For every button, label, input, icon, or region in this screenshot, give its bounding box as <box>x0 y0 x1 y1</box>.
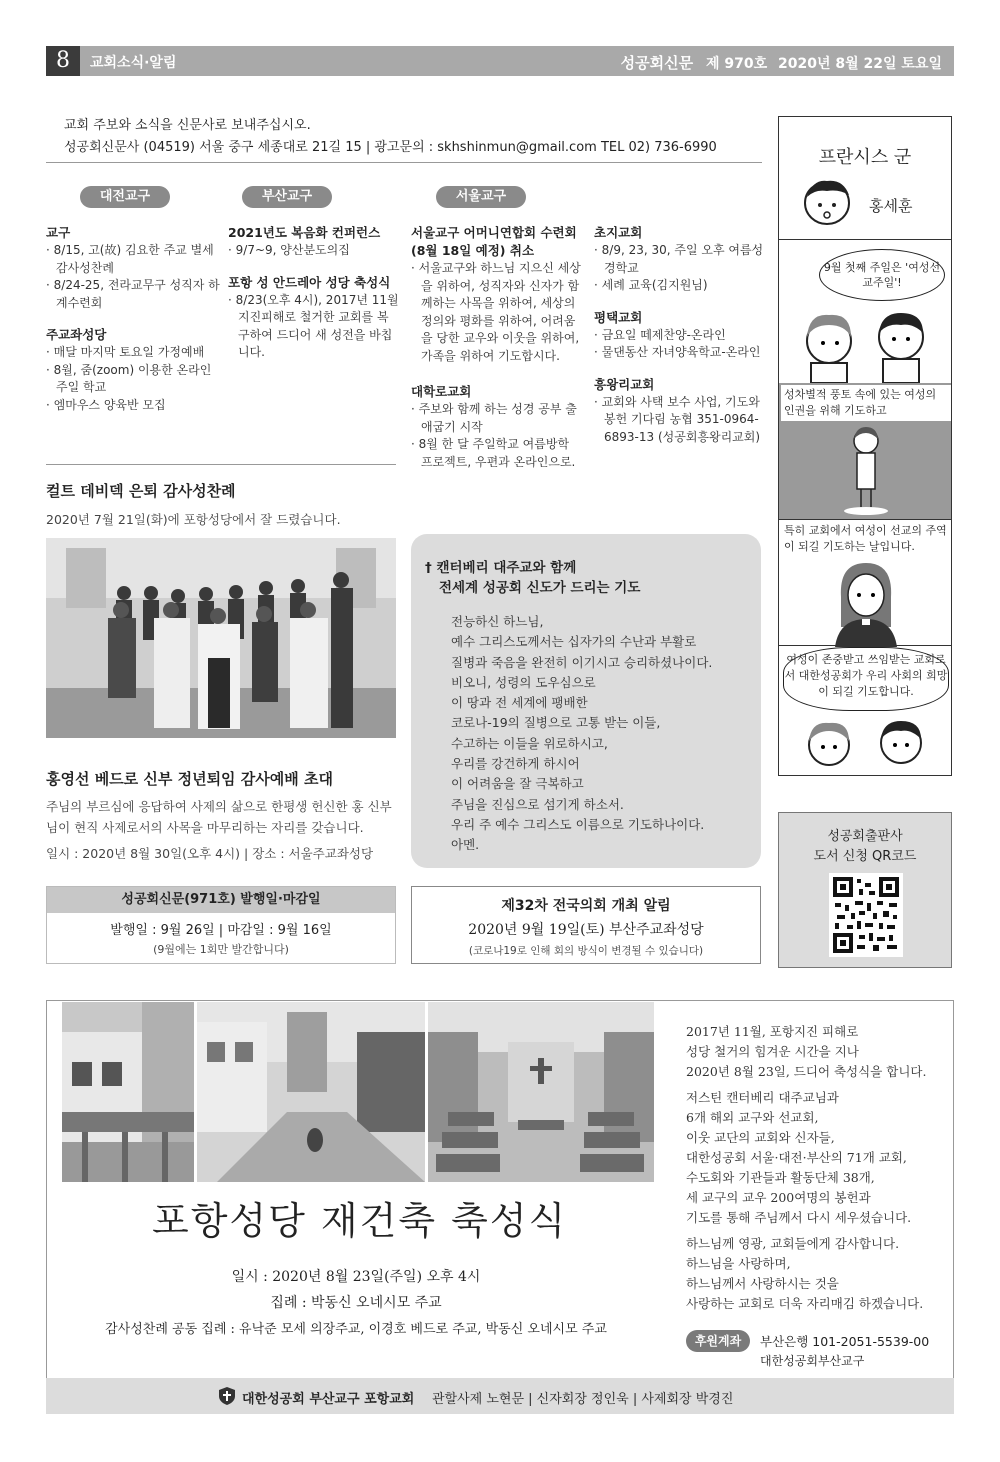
prayer-line: 수고하는 이들을 위로하시고, <box>451 735 608 751</box>
comic-title: 프란시스 군 <box>818 147 912 168</box>
comic-author: 홍세훈 <box>869 197 913 215</box>
feature-text <box>686 1022 926 1314</box>
comic-caption: 특히 교회에서 여성이 선교의 주역이 되길 기도하는 날입니다. <box>781 521 951 557</box>
busan-diocese-label: 부산교구 <box>242 186 332 208</box>
qr-code[interactable] <box>829 873 903 957</box>
church-interior-photo <box>428 1002 654 1182</box>
news-item: · 교회와 사택 보수 사업, 기도와 봉헌 기다림 농협 351-0964-6893-13 (성공회흥왕리교회) <box>594 394 764 447</box>
news-item: · 엠마우스 양육반 모집 <box>46 397 221 415</box>
news-heading: 서울교구 어머니연합회 수련회 (8월 18일 예정) 취소 <box>411 225 577 258</box>
page-number: 8 <box>46 46 80 76</box>
issue-date: 2020년 8월 22일 토요일 <box>778 56 942 72</box>
prayer-line: 예수 그리스도께서는 십자가의 수난과 부활로 <box>451 634 697 650</box>
feature-line: 하느님을 사랑하며, <box>686 1256 791 1271</box>
comic-speech-bubble: 9월 첫째 주일은 '여성선교주일'! <box>819 249 945 301</box>
news-item: · 세례 교육(김지원님) <box>594 277 764 295</box>
feature-when: 일시 : 2020년 8월 23일(주일) 오후 4시 <box>231 1269 481 1285</box>
feature-title: 포항성당 재건축 축성식 <box>152 1199 568 1243</box>
invitation-when: 일시 : 2020년 8월 30일(오후 4시) | 장소 : 서울주교좌성당 <box>46 846 374 861</box>
publication-heading: 성공회신문(971호) 발행일·마감일 <box>47 887 395 913</box>
news-item: · 8월, 줌(zoom) 이용한 온라인 주일 학교 <box>46 362 221 397</box>
prayer-line: 우리를 강건하게 하시어 <box>451 756 580 772</box>
prayer-title: † 캔터베리 대주교와 함께 <box>425 560 577 576</box>
news-heading: 교구 <box>46 225 71 240</box>
feature-line: 성당 철거의 힘겨운 시간을 지나 <box>686 1044 859 1059</box>
news-item: · 9/7~9, 양산분도의집 <box>228 242 400 260</box>
assembly-note: (코로나19로 인해 회의 방식이 변경될 수 있습니다) <box>468 945 704 957</box>
feature-line: 저스틴 캔터베리 대주교님과 <box>686 1090 839 1105</box>
prayer-line: 비오니, 성령의 도우심으로 <box>451 674 596 690</box>
comic-girl-figure <box>839 423 893 519</box>
donation-account: 부산은행 101-2051-5539-00 <box>760 1334 930 1349</box>
news-item: · 8/15, 고(故) 김요한 주교 별세 감사성찬례 <box>46 242 221 277</box>
prayer-line: 우리 주 예수 그리스도 이름으로 기도하나이다. <box>451 816 705 832</box>
submission-note: 교회 주보와 소식을 신문사로 보내주십시오. <box>64 118 311 133</box>
news-item: · 8월 한 달 주일학교 여름방학 프로젝트, 우편과 온라인으로. <box>411 436 583 471</box>
publication-schedule <box>46 886 396 964</box>
contact-info: 성공회신문사 (04519) 서울 중구 세종대로 21길 15 | 광고문의 : skhshinmun@gmail.com TEL 02) 736-6990 <box>64 140 717 155</box>
feature-line: 사랑하는 교회로 더욱 자리매김 하겠습니다. <box>686 1296 924 1311</box>
comic-speech-bubble: 여성이 존중받고 쓰임받는 교회로서 대한성공회가 우리 사회의 희망이 되길 기도합니다. <box>783 647 949 711</box>
feature-line: 6개 해외 교구와 선교회, <box>686 1110 819 1125</box>
comic-panel-kids-2 <box>789 713 945 776</box>
busan-news <box>228 224 400 362</box>
church-emblem-icon <box>218 1386 236 1410</box>
news-heading: 포항 성 안드레아 성당 축성식 <box>228 274 391 290</box>
news-heading: 초지교회 <box>594 225 643 240</box>
news-item: · 물댄동산 자녀양육학교-온라인 <box>594 344 764 362</box>
daejeon-diocese-label: 대전교구 <box>80 186 170 208</box>
feature-line: 하느님께서 사랑하시는 것을 <box>686 1276 839 1291</box>
account-holder: 대한성공회부산교구 <box>760 1354 865 1368</box>
daejeon-news <box>46 224 221 414</box>
news-item: · 8/24-25, 전라교무구 성직자 하계수련회 <box>46 277 221 312</box>
footer-org: 대한성공회 부산교구 포항교회 <box>242 1392 415 1407</box>
news-heading: 평택교회 <box>594 309 643 325</box>
prayer-line: 이 어려움을 잘 극복하고 <box>451 776 584 792</box>
news-heading: 주교좌성당 <box>46 327 107 342</box>
group-photo <box>46 538 396 738</box>
qr-label-publisher: 성공회출판사 <box>827 829 903 844</box>
assembly-notice <box>411 886 761 964</box>
feature-line: 기도를 통해 주님께서 다시 세우셨습니다. <box>686 1210 912 1225</box>
assembly-date: 2020년 9월 19일(토) 부산주교좌성당 <box>468 922 704 938</box>
donation-badge: 후원계좌 <box>686 1330 750 1352</box>
panel-divider <box>779 239 951 240</box>
prayer-line: 코로나-19의 질병으로 고통 받는 이들, <box>451 715 661 731</box>
panel-divider <box>779 519 951 520</box>
church-exterior-photo <box>62 1002 194 1182</box>
qr-label: 도서 신청 QR코드 <box>813 849 917 864</box>
masthead-info <box>621 52 942 73</box>
news-item: · 서울교구와 하느님 지으신 세상을 위하여, 성직자와 신자가 함께하는 사목을 위하여, 세상의 정의와 평화를 위하여, 어려움을 당한 교우와 이웃을 위하여, 가족을 위하여 기도합시다. <box>411 260 583 365</box>
seoul-news-a <box>411 224 583 471</box>
retirement-thanks-title: 컬트 데비덱 은퇴 감사성찬례 <box>46 482 236 500</box>
comic-priest-figure <box>831 557 901 651</box>
news-item: · 주보와 함께 하는 성경 공부 출애굽기 시작 <box>411 401 583 436</box>
prayer-line: 질병과 죽음을 완전히 이기시고 승리하셨나이다. <box>451 654 713 670</box>
seoul-diocese-label: 서울교구 <box>436 186 526 208</box>
feature-celebrant: 집례 : 박동신 오네시모 주교 <box>270 1295 442 1311</box>
news-item: · 금요일 떼제찬양-온라인 <box>594 327 764 345</box>
issue-number: 제 970호 <box>706 56 768 72</box>
feature-line: 하느님께 영광, 교회들에게 감사합니다. <box>686 1236 900 1251</box>
feature-line: 대한성공회 서울·대전·부산의 71개 교회, <box>686 1150 907 1165</box>
invitation-title: 홍영선 베드로 신부 정년퇴임 감사예배 초대 <box>46 770 333 788</box>
footer-staff: 관할사제 노현문 | 신자회장 정인욱 | 사제회장 박경진 <box>432 1392 734 1407</box>
news-item: · 8/9, 23, 30, 주일 오후 여름성경학교 <box>594 242 764 277</box>
feature-line: 이웃 교단의 교회와 신자들, <box>686 1130 835 1145</box>
seoul-news-b <box>594 224 764 446</box>
news-heading: 2021년도 복음화 컨퍼런스 <box>228 225 381 240</box>
comic-character-face <box>799 175 855 227</box>
prayer-text <box>451 612 712 856</box>
feature-line: 세 교구의 교우 200여명의 봉헌과 <box>686 1190 871 1205</box>
feature-concelebrants: 감사성찬례 공동 집례 : 유낙준 모세 의장주교, 이경호 베드로 주교, 박동신 오네시모 주교 <box>105 1322 607 1337</box>
section-title: 교회소식·알림 <box>90 55 177 71</box>
paper-name: 성공회신문 <box>620 54 694 72</box>
prayer-line: 주님을 진심으로 섬기게 하소서. <box>451 796 624 812</box>
news-item: · 8/23(오후 4시), 2017년 11월 지진피해로 철거한 교회를 복구하여 드디어 새 성전을 바칩니다. <box>228 292 400 362</box>
news-heading: 대학로교회 <box>411 384 472 399</box>
retirement-thanks-subtitle: 2020년 7월 21일(화)에 포항성당에서 잘 드렸습니다. <box>46 512 341 527</box>
assembly-title: 제32차 전국의회 개최 알림 <box>501 898 671 914</box>
invitation-body: 주님의 부르심에 응답하여 사제의 삶으로 한평생 헌신한 홍 신부님이 현직 사제로서의 사목을 마무리하는 자리를 갖습니다. <box>46 799 392 835</box>
prayer-line: 이 땅과 전 세계에 팽배한 <box>451 695 588 711</box>
prayer-subtitle: 전세계 성공회 신도가 드리는 기도 <box>439 580 641 596</box>
feature-line: 2017년 11월, 포항지진 피해로 <box>686 1024 859 1039</box>
church-courtyard-photo <box>197 1002 425 1182</box>
prayer-box <box>411 534 761 868</box>
divider <box>46 162 762 163</box>
prayer-line: 아멘. <box>451 837 480 853</box>
feature-line: 2020년 8월 23일, 드디어 축성식을 합니다. <box>686 1064 927 1079</box>
news-item: · 매달 마지막 토요일 가정예배 <box>46 344 221 362</box>
feature-line: 수도회와 기관들과 활동단체 38개, <box>686 1170 875 1185</box>
panel-divider <box>779 645 951 646</box>
publication-dates: 발행일 : 9월 26일 | 마감일 : 9월 16일 <box>110 923 332 938</box>
comic-strip <box>778 116 952 776</box>
comic-caption: 성차별적 풍토 속에 있는 여성의 인권을 위해 기도하고 <box>781 385 951 421</box>
divider <box>46 464 396 465</box>
qr-code-box <box>778 812 952 968</box>
comic-panel-kids <box>789 303 945 387</box>
publication-note: (9월에는 1회만 발간합니다) <box>153 943 289 956</box>
prayer-line: 전능하신 하느님, <box>451 614 544 629</box>
news-heading: 흥왕리교회 <box>594 376 655 392</box>
